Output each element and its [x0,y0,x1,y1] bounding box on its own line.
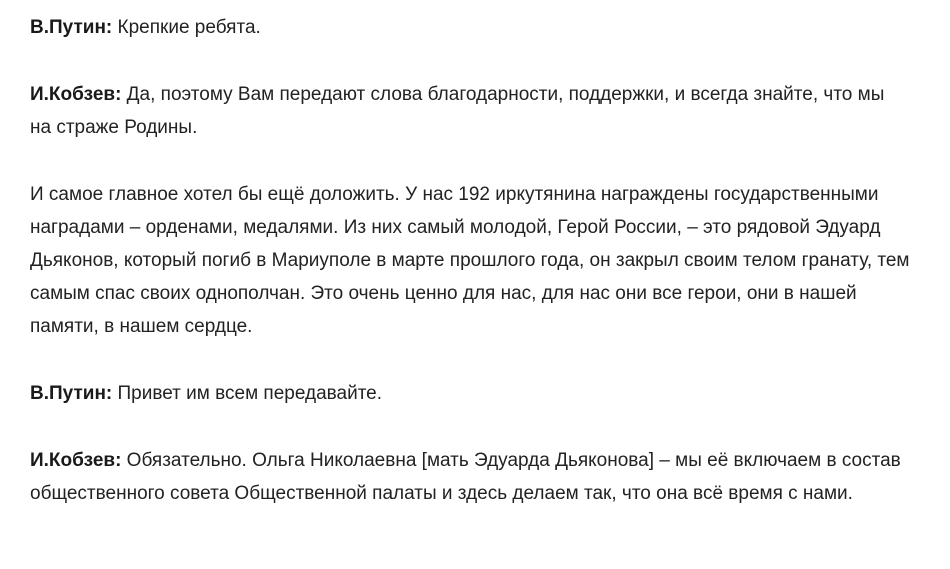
paragraph-text: Обязательно. Ольга Николаевна [мать Эдуарда Дьяконова] – мы её включаем в состав общественного совета Общественной палаты и здесь делаем так, что она всё время с нами. [30,450,901,504]
paragraph-kobzev-1 [30,78,910,144]
paragraph-kobzev-3 [30,444,910,510]
speaker-name: И.Кобзев: [30,84,122,105]
paragraph-putin-2 [30,377,910,410]
speaker-name: В.Путин: [30,17,113,38]
paragraph-text: Крепкие ребята. [112,17,261,38]
speaker-name: И.Кобзев: [30,450,122,471]
paragraph-text: Привет им всем передавайте. [112,383,383,404]
paragraph-text: И самое главное хотел бы ещё доложить. У нас 192 иркутянина награждены государственными наградами – орденами, медалями. Из них самый молодой, Герой России, – это рядовой Эдуард Дьяконов, который погиб в Мариуполе в марте прошлого года, он закрыл своим телом гранату, тем самым спас своих однополчан. Это очень ценно для нас, для нас они все герои, они в нашей памяти, в нашем сердце. [30,184,910,337]
paragraph-kobzev-2 [30,178,910,343]
paragraph-putin-1 [30,11,910,44]
transcript [30,11,910,544]
paragraph-text: Да, поэтому Вам передают слова благодарности, поддержки, и всегда знайте, что мы на страже Родины. [30,84,885,138]
speaker-name: В.Путин: [30,383,113,404]
